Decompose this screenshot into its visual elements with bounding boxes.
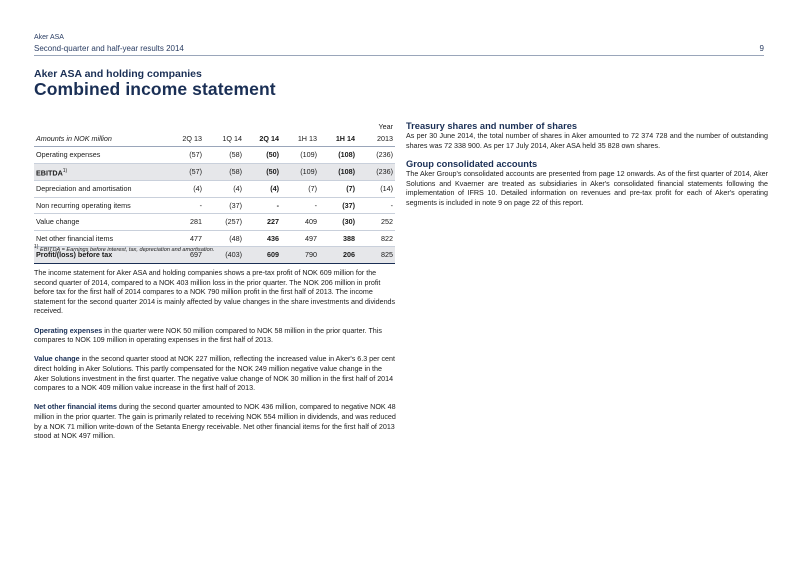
col-header-1h13: 1H 13: [281, 132, 319, 147]
col-header-2013: 2013: [357, 132, 395, 147]
table-header-row-year: [34, 121, 395, 132]
table-row: Non recurring operating items - (37) - - (37) -: [34, 197, 395, 214]
header-company: Aker ASA: [34, 34, 64, 41]
income-statement-table: [34, 121, 395, 264]
year-header: Year: [378, 122, 393, 131]
heading-group-accounts: Group consolidated accounts: [406, 159, 538, 170]
header-subtitle: Second-quarter and half-year results 2014: [34, 44, 184, 53]
paragraph-group-accounts: The Aker Group's consolidated accounts are presented from page 12 onwards. As of the first quarter of 2014, Aker Solutions and Kvaerner are treated as subsidiaries in Aker's consolidated financial statements following the implementation of IFRS 10. Detailed information on revenues and pre-tax profit for each of Aker's operating segments is included in note 9 on page 22 of this report.: [406, 170, 768, 207]
col-header-2q13: 2Q 13: [162, 132, 204, 147]
body-text-left: [34, 269, 396, 451]
col-header-1h14: 1H 14: [319, 132, 357, 147]
section-subtitle: Aker ASA and holding companies: [34, 68, 202, 80]
header-rule: [34, 55, 764, 56]
paragraph-operating-expenses: Operating expenses in the quarter were NOK 50 million compared to NOK 58 million in the prior quarter. This compares to NOK 109 million in operating expenses in the first half of 2013.: [34, 326, 382, 345]
table-row: Depreciation and amortisation (4) (4) (4) (7) (7) (14): [34, 181, 395, 198]
page-number: 9: [759, 44, 764, 53]
col-header-2q14: 2Q 14: [244, 132, 281, 147]
table-header-row: [34, 132, 395, 147]
table-row: Operating expenses (57) (58) (50) (109) (108) (236): [34, 147, 395, 164]
heading-treasury-shares: Treasury shares and number of shares: [406, 121, 578, 131]
table-row-profit-before-tax: Profit/(loss) before tax 697 (403) 609 790 206 825: [34, 247, 395, 264]
paragraph-treasury-shares: As per 30 June 2014, the total number of shares in Aker amounted to 72 374 728 and the number of outstanding shares was 72 338 900. As per 17 July 2014, Aker ASA held 35 828 own shares.: [406, 132, 768, 150]
table-footnote: $^{1)}$ EBITDA = Earnings before interest, tax, depreciation and amortisation.: [34, 244, 215, 253]
body-text-right: [406, 121, 768, 217]
table-row: Value change 281 (257) 227 409 (30) 252: [34, 214, 395, 231]
col-header-amounts: Amounts in NOK million: [34, 132, 162, 147]
paragraph-net-other-financial: Net other financial items during the second quarter amounted to NOK 436 million, compared to negative NOK 48 million in the prior quarter. The gain is primarily related to receiving NOK 554 million in dividends, and was reduced by a NOK 71 million write-down of the Setanta Energy receivable. Net other financial items for the first half of 2013 stood at NOK 497 million.: [34, 403, 396, 441]
paragraph-intro: The income statement for Aker ASA and holding companies shows a pre-tax profit of NOK 609 million for the second quarter of 2014, compared to a NOK 403 million loss in the prior quarter. The NOK 206 million in profit before tax for the first half of 2014 compares to a NOK 790 million profit in the first half of 2013. The income statement for the second quarter 2014 is mainly affected by value changes in the share investments and dividends received.: [34, 269, 396, 316]
table-row: Net other financial items 477 (48) 436 497 388 822: [34, 230, 395, 247]
paragraph-value-change: Value change in the second quarter stood at NOK 227 million, reflecting the increased value in Aker's 6.3 per cent direct holding in Aker Solutions. This partly compensated for the NOK 249 million negative value change in the Aker Solutions investment in the first quarter. The negative value change of NOK 30 million in the first half of 2014 compares to a NOK 409 million value increase in the first half of 2013.: [34, 355, 395, 393]
col-header-1q14: 1Q 14: [204, 132, 244, 147]
page-title: Combined income statement: [34, 79, 276, 99]
table-row-ebitda: EBITDA$^{1)}$ (57) (58) (50) (109) (108) (236): [34, 163, 395, 181]
